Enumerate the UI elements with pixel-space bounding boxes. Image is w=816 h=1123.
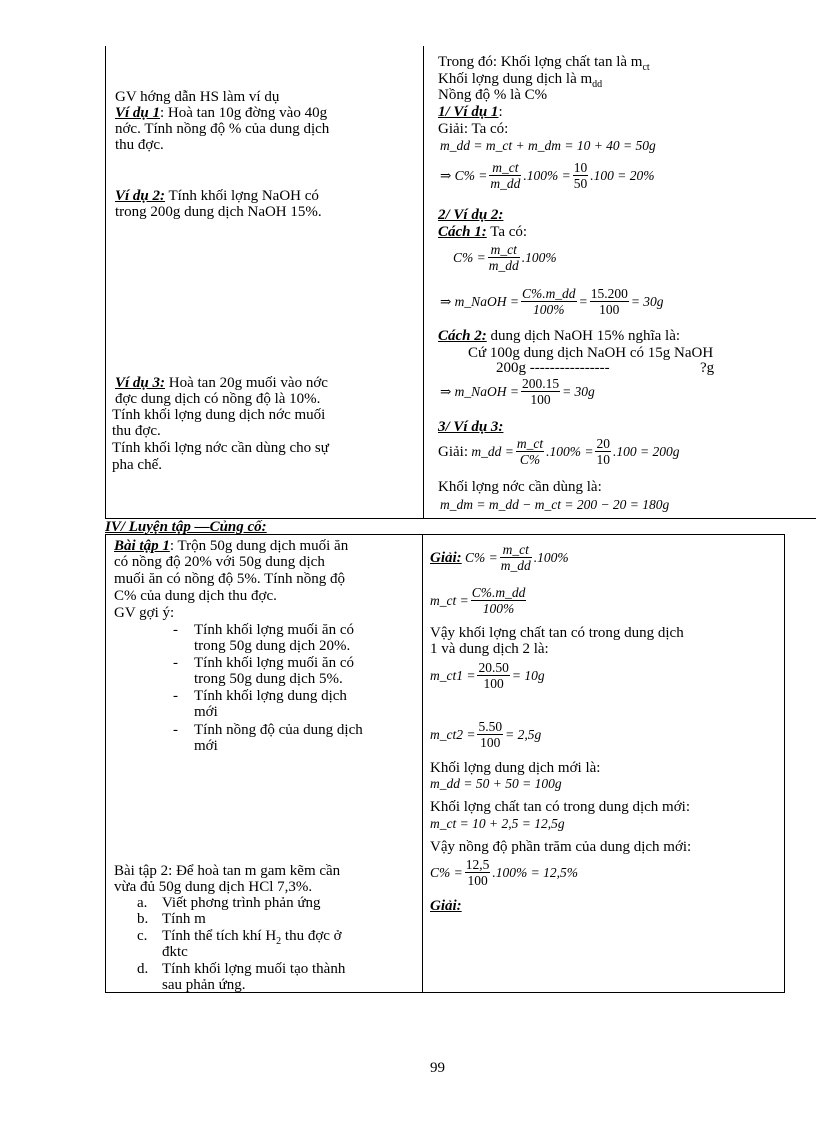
right-border-bottom [784,534,785,993]
definition-line3: Nồng độ % là C% [438,87,548,103]
example3-line1 [115,376,328,391]
example3-text: Hoà tan 20g muối vào nớc [165,375,328,391]
fraction: $\frac{m\_ct}{m\_dd}$ [490,160,521,191]
exercise2-mark-d: d. [137,961,149,977]
definition-sub-dd: dd [592,79,603,90]
exercise2-mark-a: a. [137,895,148,911]
solution3-water-line: Khối lợng nớc cần dùng là: [438,479,602,495]
answer1-line1: Vậy khối lợng chất tan có trong dung dịch [430,625,684,641]
fraction: $\frac{12,5}{100}$ [465,857,490,888]
example2-line1 [115,189,319,204]
exercise2-line2: vừa đủ 50g dung dịch HCl 7,3%. [114,879,313,895]
solution1-eq2: ⇒ C% = $\frac{m\_ct}{m\_dd}$ .100% = $\frac{10}{50}$ .100 = 20% [440,160,655,191]
solution2-eq1: C% = $\frac{m\_ct}{m\_dd}$ .100% [453,242,557,273]
fraction: $\frac{15.200}{100}$ [590,286,628,317]
solution2-title: 2/ Ví dụ 2: [438,207,504,223]
example3-line6: pha chế. [112,457,162,473]
hint4-line2: mới [194,738,218,754]
teacher-guide-line: GV hớng dẫn HS làm ví dụ [115,89,280,105]
exercise1-line1: Bài tập 1: Trộn 50g dung dịch muối ăn [114,538,349,554]
example3-line4: thu đợc. [112,423,161,439]
hint3-line1: Tính khối lợng dung dịch [194,688,347,704]
example2-line2: trong 200g dung dịch NaOH 15%. [115,204,322,220]
solution1-eq1: m_dd = m_ct + m_dm = 10 + 40 = 50g [440,138,656,153]
fraction: $\frac{m\_ct}{C\%}$ [516,436,544,467]
answer1-line2: 1 và dung dịch 2 là: [430,641,549,657]
exercise2-mark-b: b. [137,911,149,927]
solution3-eq2: m_dm = m_dd − m_ct = 200 − 20 = 180g [440,497,670,512]
answer1-eq5: m_dd = 50 + 50 = 100g [430,776,562,791]
definition-sub-ct: ct [642,62,650,73]
left-border-bottom [105,534,106,993]
exercise2-item-d: Tính khối lợng muối tạo thành [162,961,346,977]
fraction: $\frac{20}{10}$ [596,436,610,467]
definition-line1: Trong đó: Khối lợng chất tan là $m_{ct}$ [438,54,650,73]
fraction: $\frac{200.15}{100}$ [521,376,560,407]
answer1-line3: Khối lợng dung dịch mới là: [430,760,601,776]
teacher-hint-label: GV gợi ý: [114,605,175,621]
fraction: $\frac{10}{50}$ [573,160,588,191]
hint1-line2: trong 50g dung dịch 20%. [194,638,351,654]
example3-line3: Tính khối lợng dung dịch nớc muối [112,407,326,423]
table-top-line [423,46,424,519]
example1-line2: nớc. Tính nồng độ % của dung dịch [115,121,330,137]
left-border-top [105,46,106,519]
answer1-eq6: m_ct = 10 + 2,5 = 12,5g [430,816,565,831]
exercise2-item-c: Tính thể tích khí $H_2$ thu đợc ở [162,928,342,947]
definition-line2: Khối lợng dung dịch là $m_{dd}$ [438,71,603,90]
hint2-line1: Tính khối lợng muối ăn có [194,655,354,671]
answer1-eq4: m_ct2 = $\frac{5.50}{100}$ = 2,5g [430,719,542,750]
solution2-eq3: ⇒ m_NaOH = $\frac{200.15}{100}$ = 30g [440,376,595,407]
hint-dash-4: - [173,722,178,738]
exercise2-item-c-line2: đktc [162,944,188,960]
exercise2-line1: Bài tập 2: Để hoà tan m gam kẽm cần [114,863,341,879]
section-heading: IV/ Luyện tập —Củng cố: [105,519,267,535]
fraction: $\frac{C\%.m\_dd}{100\%}$ [521,286,576,317]
fraction: $\frac{m\_ct}{m\_dd}$ [488,242,519,273]
exercise1-line4: C% của dung dịch thu đợc. [114,588,277,604]
exercise1-label: Bài tập 1 [114,538,170,554]
example1-label: Ví dụ 1 [115,105,161,121]
exercise1-line2: có nồng độ 20% với 50g dung dịch [114,554,325,570]
exercise2-mark-c: c. [137,928,148,944]
hint-dash-2: - [173,655,178,671]
answer-label: Giải: [430,549,462,566]
solution2-method2: Cách 2: dung dịch NaOH 15% nghĩa là: [438,328,681,344]
example1-line3: thu đợc. [115,137,164,153]
solution2-proportion: Cứ 100g dung dịch NaOH có 15g NaOH [468,345,714,361]
answer1-eq2: m_ct = $\frac{C\%.m\_dd}{100\%}$ [430,585,526,616]
example3-line2: đợc dung dịch có nồng độ là 10%. [115,391,321,407]
hint-dash-3: - [173,688,178,704]
fraction: $\frac{5.50}{100}$ [478,719,503,750]
example1-text: : Hoà tan 10g đờng vào 40g [160,105,328,121]
hint1-line1: Tính khối lợng muối ăn có [194,622,354,638]
example3-label: Ví dụ 3: [115,375,166,391]
hint2-line2: trong 50g dung dịch 5%. [194,671,343,687]
solution1-title: 1/ Ví dụ 1: [438,104,503,120]
hint4-line1: Tính nồng độ của dung dịch [194,722,363,738]
exercise1-line3: muối ăn có nồng độ 5%. Tính nồng độ [114,571,345,587]
fraction: $\frac{m\_ct}{m\_dd}$ [500,542,531,573]
answer1-eq7: C% = $\frac{12,5}{100}$ .100% = 12,5% [430,857,578,888]
hint-dash-1: - [173,622,178,638]
solution2-eq2: ⇒ m_NaOH = $\frac{C\%.m\_dd}{100\%}$ = $\frac{15.200}{100}$ = 30g [440,286,664,317]
fraction: $\frac{20.50}{100}$ [478,660,509,691]
example1-line1 [115,106,327,121]
exercise2-item-d-line2: sau phản ứng. [162,977,246,993]
example2-label: Ví dụ 2: [115,188,166,204]
solution2-proportion2: 200g ---------------- [496,360,610,376]
hint3-line2: mới [194,704,218,720]
solution2-unknown: ?g [700,360,715,376]
page-number: 99 [430,1060,445,1076]
exercise2-item-a: Viết phơng trình phản ứng [162,895,321,911]
example2-text: Tính khối lợng NaOH có [165,188,319,204]
solution1-giai: Giải: Ta có: [438,121,509,137]
solution3-eq1: Giải: m_dd = $\frac{m\_ct}{C\%}$ .100% = $\frac{20}{10}$ .100 = 200g [438,436,680,467]
example3-line5: Tính khối lợng nớc cần dùng cho sự [112,440,329,456]
answer1-line4: Khối lợng chất tan có trong dung dịch mới: [430,799,690,815]
answer1-eq1: Giải: C% = $\frac{m\_ct}{m\_dd}$ .100% [430,542,569,573]
answer1-eq3: m_ct1 = $\frac{20.50}{100}$ = 10g [430,660,545,691]
column-divider-bottom [422,534,423,993]
solution3-title: 3/ Ví dụ 3: [438,419,504,435]
solution2-method1: Cách 1: Ta có: [438,224,528,240]
exercise2-item-b: Tính m [162,911,206,927]
answer1-line5: Vậy nồng độ phần trăm của dung dịch mới: [430,839,692,855]
fraction: $\frac{C\%.m\_dd}{100\%}$ [471,585,526,616]
answer2-label: Giải: [430,898,462,914]
